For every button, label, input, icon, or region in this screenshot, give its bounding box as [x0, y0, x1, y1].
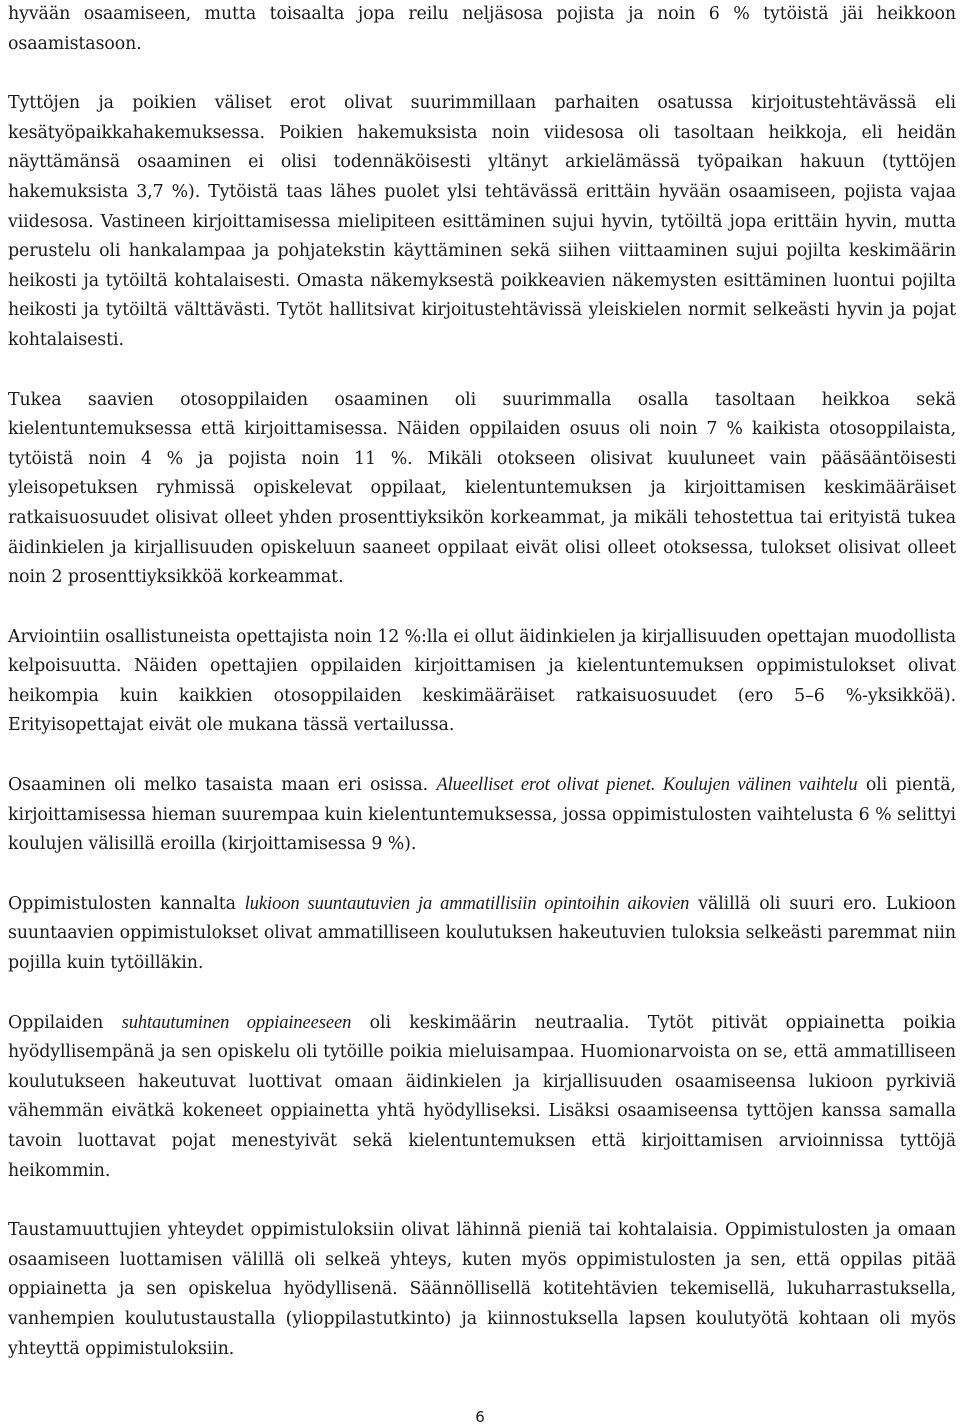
page-number: 6 — [475, 1408, 485, 1426]
emphasis-text: Alueelliset erot olivat pienet. Koulujen välinen vaihtelu — [436, 775, 858, 796]
paragraph-study-plans — [8, 890, 956, 979]
emphasis-text: lukioon suuntautuvien ja ammatillisiin opintoihin aikovien — [244, 893, 690, 914]
paragraph-text: oli pientä, kirjoittamisessa hieman suurempaa kuin kielentuntemuksessa, jossa oppimistulosten vaihtelusta 6 % selittyi koulujen välisillä eroilla (kirjoittamisessa 9 %). — [8, 775, 956, 855]
paragraph-text: Oppimistulosten kannalta — [8, 893, 245, 914]
paragraph-text: Tukea saavien otosoppilaiden osaaminen oli suurimmalla osalla tasoltaan heikkoa sekä kielentuntemuksessa että kirjoittamisessa. Näiden oppilaiden osuus oli noin 7 % kaikista otosoppilaista, tytöistä noin 4 % ja pojista noin 11 %. Mikäli otokseen olisivat kuuluneet vain pääsääntöisesti yleisopetuksen ryhmissä opiskelevat oppilaat, kielentuntemuksen ja kirjoittamisen keskimääräiset ratkaisuosuudet olisivat olleet yhden prosenttiyksikön korkeammat, ja mikäli tehostettua tai erityistä tukea äidinkielen ja kirjallisuuden opiskeluun saaneet oppilaat eivät olisi olleet otoksessa, tulokset olisivat olleet noin 2 prosenttiyksikköä korkeammat. — [8, 389, 956, 588]
paragraph-gender-differences — [8, 89, 956, 355]
document-body — [8, 0, 956, 1394]
paragraph-osaamistaso — [8, 0, 956, 59]
paragraph-text: välillä oli suuri ero. Lukioon suuntaavien oppimistulokset olivat ammatilliseen koulutuksen hakeutuvien tuloksia selkeästi paremmat niin pojilla kuin tytöilläkin. — [8, 893, 956, 974]
paragraph-text: Taustamuuttujien yhteydet oppimistuloksiin olivat lähinnä pieniä tai kohtalaisia. Oppimistulosten ja omaan osaamiseen luottamisen välillä oli selkeä yhteys, kuten myös oppimistulosten ja sen, että oppilas pitää oppiainetta ja sen opiskelua hyödyllisenä. Säännöllisellä kotitehtävien tekemisellä, lukuharrastuksella, vanhempien koulutustaustalla (ylioppilastutkinto) ja kiinnostuksella lapsen koulutyötä kohtaan oli myös yhteyttä oppimistuloksiin. — [8, 1220, 956, 1359]
paragraph-regional-differences — [8, 771, 956, 860]
paragraph-attitude — [8, 1009, 956, 1187]
paragraph-background-variables — [8, 1216, 956, 1364]
paragraph-support-students — [8, 386, 956, 593]
paragraph-text: Osaaminen oli melko tasaista maan eri osissa. — [8, 775, 437, 796]
paragraph-text: Tyttöjen ja poikien väliset erot olivat suurimmillaan parhaiten osatussa kirjoitustehtävässä eli kesätyöpaikkahakemuksessa. Poikien hakemuksista noin viidesosa oli tasoltaan heikkoja, eli heidän näyttämänsä osaaminen ei olisi todennäköisesti yltänyt arkielämässä työpaikan hakuun (tyttöjen hakemuksista 3,7 %). Tytöistä taas lähes puolet ylsi tehtävässä erittäin hyvään osaamiseen, pojista vajaa viidesosa. Vastineen kirjoittamisessa mielipiteen esittäminen sujui hyvin, tytöiltä jopa erittäin hyvin, mutta perustelu oli hankalampaa ja pohjatekstin käyttäminen sekä siihen viittaaminen sujui pojilta keskimäärin heikosti ja tytöiltä kohtalaisesti. Omasta näkemyksestä poikkeavien näkemysten esittäminen luontui pojilta heikosti ja tytöiltä välttävästi. Tytöt hallitsivat kirjoitustehtävissä yleiskielen normit selkeästi hyvin ja pojat kohtalaisesti. — [8, 93, 956, 350]
paragraph-text: oli keskimäärin neutraalia. Tytöt pitivät oppiainetta poikia hyödyllisempänä ja sen opiskelu oli tytöille poikia mieluisampaa. Huomionarvoista on se, että ammatilliseen koulutukseen hakeutuvat luottivat omaan äidinkielen ja kirjallisuuden osaamiseensa lukioon pyrkiviä vähemmän eivätkä kokeneet oppiainetta yhtä hyödylliseksi. Lisäksi osaamiseensa tyttöjen kanssa samalla tavoin luottavat pojat menestyivät sekä kielentuntemuksen että kirjoittamisen arvioinnissa tyttöjä heikommin. — [8, 1012, 957, 1181]
emphasis-text: suhtautuminen oppiaineeseen — [121, 1012, 352, 1033]
paragraph-text: Oppilaiden — [8, 1012, 122, 1033]
paragraph-teacher-qualification — [8, 623, 956, 741]
paragraph-text: Arviointiin osallistuneista opettajista noin 12 %:lla ei ollut äidinkielen ja kirjallisuuden opettajan muodollista kelpoisuutta. Näiden opettajien oppilaiden kirjoittamisen ja kielentuntemuksen oppimistulokset olivat heikompia kuin kaikkien otosoppilaiden keskimääräiset ratkaisuosuudet (ero 5–6 %-yksikköä). Erityisopettajat eivät ole mukana tässä vertailussa. — [8, 626, 956, 736]
paragraph-text: hyvään osaamiseen, mutta toisaalta jopa reilu neljäsosa pojista ja noin 6 % tytöistä jäi heikkoon osaamistasoon. — [8, 4, 956, 54]
